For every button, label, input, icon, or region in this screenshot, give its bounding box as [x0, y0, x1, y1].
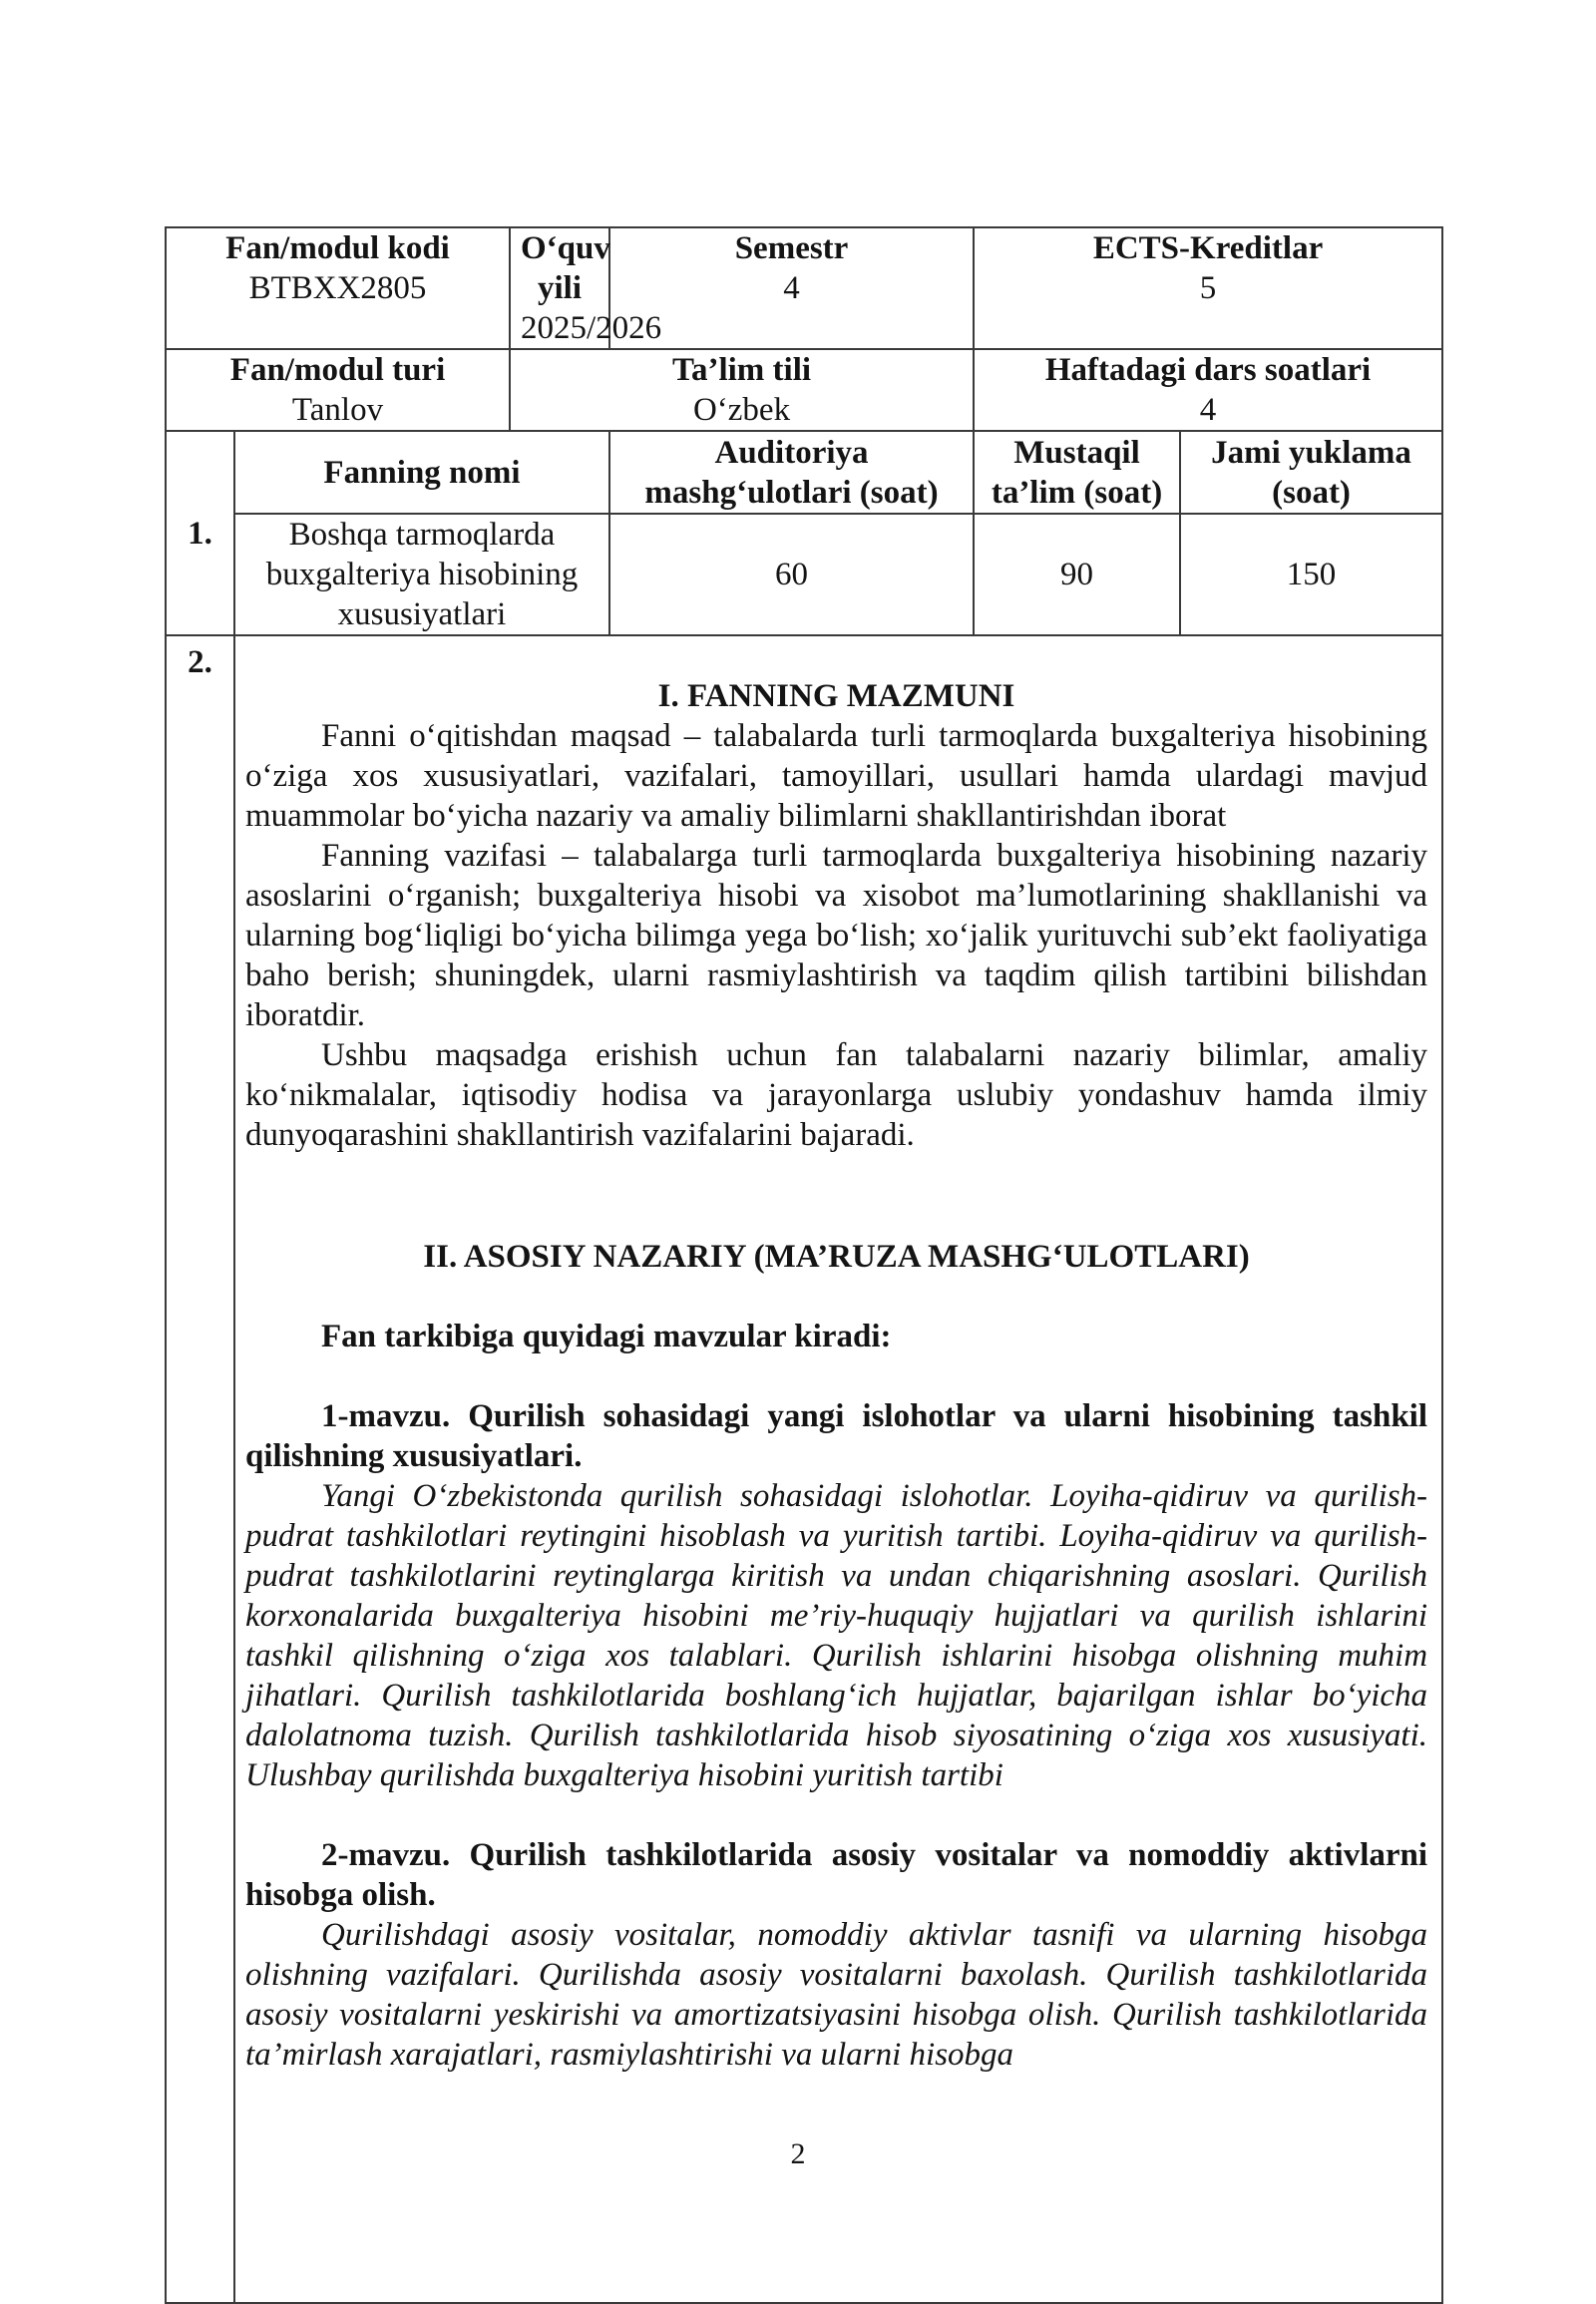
tasks-paragraph: Fanning vazifasi – talabalarga turli tarmoqlarda buxgalteriya hisobining nazariy asoslarini o‘rganish; buxgalteriya hisobi va xisobot ma’lumotlarining shakllanishi va ularning bog‘liqligi bo‘yicha bilimga yega bo‘lish; xo‘jalik yurituvchi sub’ekt faoliyatiga baho berish; shuningdek, ularni rasmiylashtirish va taqdim qilish tartibini bilishdan iboratdir. — [245, 838, 1428, 1033]
row-1-headings — [166, 431, 1442, 514]
type-label: Fan/modul turi — [229, 352, 446, 388]
year-cell — [510, 227, 662, 349]
ects-value: 5 — [1199, 270, 1217, 306]
language-value: O‘zbek — [692, 392, 791, 428]
header-row-1 — [166, 227, 1442, 349]
course-name-value: Boshqa tarmoqlarda buxgalteriya hisobining xususiyatlari — [234, 514, 609, 635]
goal-paragraph: Fanni o‘qitishdan maqsad – talabalarda turli tarmoqlarda buxgalteriya hisobining o‘ziga xos xususiyatlari, vazifalari, tamoyillari, usullari hamda ulardagi mavjud muammolar bo‘yicha nazariy va amaliy bilimlarni shakllantirishdan iborat — [245, 718, 1428, 834]
course-content-cell — [234, 635, 1442, 2303]
type-value: Tanlov — [291, 392, 384, 428]
row-1-values — [166, 514, 1442, 635]
page-number: 2 — [790, 2137, 806, 2170]
weekly-hours-cell — [974, 349, 1442, 431]
course-info-table — [165, 226, 1443, 2304]
row-number-1: 1. — [166, 431, 234, 635]
total-load-heading: Jami yuklama (soat) — [1180, 431, 1442, 514]
self-study-hours-value: 90 — [974, 514, 1180, 635]
topic-1-title: 1-mavzu. Qurilish sohasidagi yangi islohotlar va ularni hisobining tashkil qilishning xususiyatlari. — [245, 1398, 1428, 1474]
topics-intro: Fan tarkibiga quyidagi mavzular kiradi: — [321, 1319, 892, 1354]
auditorium-hours-heading: Auditoriya mashg‘ulotlari (soat) — [609, 431, 974, 514]
code-value: BTBXX2805 — [248, 270, 427, 306]
topic-2-title: 2-mavzu. Qurilish tashkilotlarida asosiy vositalar va nomoddiy aktivlarni hisobga olish. — [245, 1837, 1428, 1913]
header-row-2 — [166, 349, 1442, 431]
course-name-heading: Fanning nomi — [234, 431, 609, 514]
weekly-hours-value: 4 — [1199, 392, 1217, 428]
row-2-content — [166, 635, 1442, 2303]
code-cell — [166, 227, 510, 349]
language-cell — [510, 349, 974, 431]
total-load-value: 150 — [1180, 514, 1442, 635]
section-1-title: I. FANNING MAZMUNI — [657, 678, 1015, 714]
purpose-paragraph: Ushbu maqsadga erishish uchun fan talabalarni nazariy bilimlar, amaliy ko‘nikmalalar, iqtisodiy hodisa va jarayonlarga uslubiy yondashuv hamda ilmiy dunyoqarashini shakllantirish vazifalarini bajaradi. — [245, 1037, 1428, 1153]
year-label: O‘quv yili — [521, 230, 610, 306]
auditorium-hours-value: 60 — [609, 514, 974, 635]
semester-value: 4 — [783, 270, 800, 306]
language-label: Ta’lim tili — [671, 352, 812, 388]
weekly-hours-label: Haftadagi dars soatlari — [1044, 352, 1372, 388]
ects-cell — [974, 227, 1442, 349]
year-value: 2025/2026 — [521, 310, 662, 346]
section-2-title: II. ASOSIY NAZARIY (MA’RUZA MASHG‘ULOTLARI) — [423, 1239, 1250, 1275]
self-study-hours-heading: Mustaqil ta’lim (soat) — [974, 431, 1180, 514]
type-cell — [166, 349, 510, 431]
ects-label: ECTS-Kreditlar — [1092, 230, 1324, 266]
semester-label: Semestr — [734, 230, 849, 266]
topic-2-description: Qurilishdagi asosiy vositalar, nomoddiy aktivlar tasnifi va ularning hisobga olishning vazifalari. Qurilishda asosiy vositalarni baxolash. Qurilish tashkilotlarida asosiy vositalarni yeskirishi va amortizatsiyasini hisobga olish. Qurilish tashkilotlarida ta’mirlash xarajatlari, rasmiylashtirishi va ularni hisobga — [245, 1917, 1428, 2073]
code-label: Fan/modul kodi — [225, 230, 450, 266]
row-number-2: 2. — [166, 635, 234, 2303]
topic-1-description: Yangi O‘zbekistonda qurilish sohasidagi islohotlar. Loyiha-qidiruv va qurilish-pudrat tashkilotlari reytingini hisoblash va yuritish tartibi. Loyiha-qidiruv va qurilish-pudrat tashkilotlarini reytinglarga kiritish va undan chiqarishning asoslari. Qurilish korxonalarida buxgalteriya hisobini me’riy-huquqiy hujjatlari va qurilish ishlarini tashkil qilishning o‘ziga xos talablari. Qurilish ishlarini hisobga olishning muhim jihatlari. Qurilish tashkilotlarida boshlang‘ich hujjatlar, bajarilgan ishlar bo‘yicha dalolatnoma tuzish. Qurilish tashkilotlarida hisob siyosatining o‘ziga xos xususiyati. Ulushbay qurilishda buxgalteriya hisobini yuritish tartibi — [245, 1478, 1428, 1793]
semester-cell — [609, 227, 974, 349]
